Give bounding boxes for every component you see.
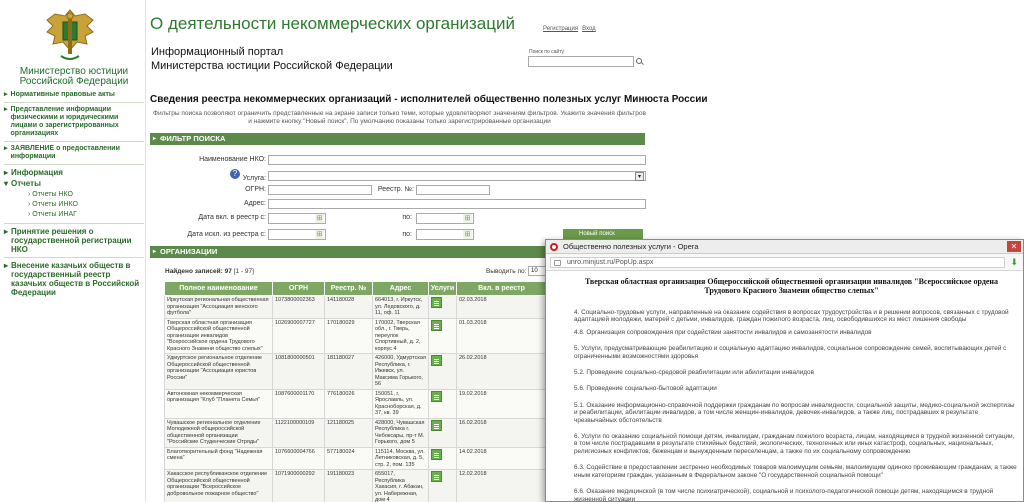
popup-titlebar[interactable] (546, 240, 1023, 254)
ogrn-cell: 1081800000501 (273, 354, 325, 390)
divider (4, 257, 144, 258)
ogrn-input[interactable] (268, 185, 372, 195)
ogrn-cell: 1076600004766 (273, 447, 325, 470)
nko-name-label: Наименование НКО: (199, 156, 266, 163)
page-heading: Сведения реестра некоммерческих организаций - исполнителей общественно полезных услуг Минюста России (150, 94, 708, 105)
services-cell[interactable] (429, 296, 457, 319)
services-cell[interactable] (429, 354, 457, 390)
ogrn-cell: 1122100000109 (273, 418, 325, 447)
ogrn-label: ОГРН: (245, 186, 266, 193)
popup-address-row (546, 254, 1023, 271)
ministry-emblem-icon (43, 6, 97, 66)
services-cell[interactable] (429, 470, 457, 502)
page-size-select[interactable]: 10 (528, 266, 546, 276)
sidebar-item-label: Представление информации физическими и юридическими лицами о зарегистрированных организациях (10, 106, 119, 137)
popup-org-name: Тверская областная организация Общероссийской общественной организации инвалидов "Всероссийское ордена Трудового Красного Знамени общество слепых" (584, 277, 999, 295)
org-name-cell: Автономная некоммерческая организация "Клуб "Планета Семья" (165, 389, 273, 418)
service-item: 6.6. Оказание медицинской (в том числе психиатрической), социальной и психолого-педагогической помощи детям, находящимся в трудной жизненной ситуации (574, 488, 994, 502)
service-item: 4.8. Организация сопровождения при содействии занятости инвалидов и самозанятости инвалидов (574, 328, 872, 336)
address-cell: 170002, Тверская обл., г. Тверь, переулок Спортивный, д. 2, корпус 4 (373, 318, 429, 354)
date-exc-label: Дата искл. из реестра с: (187, 231, 266, 238)
bullet-icon: ▸ (4, 261, 9, 270)
address-cell: 426000, Удмуртская Республика, г. Ижевск, ул. Максима Горького, 56 (373, 354, 429, 390)
sidebar-subitem-reports-inko[interactable]: › Отчеты ИНКО (28, 201, 78, 208)
date-cell: 26.02.2018 (457, 354, 547, 390)
calendar-icon[interactable]: ⊞ (316, 215, 323, 222)
table-row[interactable] (165, 389, 547, 418)
popup-url-field[interactable] (550, 257, 1005, 268)
portal-line-1: Информационный портал (151, 46, 284, 58)
table-row[interactable] (165, 447, 547, 470)
table-row[interactable] (165, 470, 547, 502)
sidebar-item-registration-decision[interactable] (4, 227, 144, 254)
services-cell[interactable] (429, 447, 457, 470)
filter-note: Фильтры поиска позволяют ограничить представленные на экране записи только теми, которые удовлетворяют значениям фильтров. Укажите значения фильтров и нажмите кнопку "Новый поиск". По умолчанию показаны только зарегистрированные организации (153, 110, 646, 125)
reg-no-cell: 181180027 (325, 354, 373, 390)
address-cell: 150051, г. Ярославль, ул. Красноборская, д. 37, кв. 39 (373, 389, 429, 418)
address-cell: 428000, Чувашская Республика г. Чебоксары, пр-т М. Горького, дом 5 (373, 418, 429, 447)
organizations-table (164, 281, 547, 502)
sidebar-subitem-reports-inag[interactable]: › Отчеты ИНАГ (28, 211, 77, 218)
services-cell[interactable] (429, 389, 457, 418)
table-row[interactable] (165, 418, 547, 447)
portal-title (151, 45, 393, 73)
bullet-icon: ▸ (4, 91, 8, 98)
sidebar-item-label: Информация (11, 168, 63, 177)
search-label: Поиск по сайту (529, 49, 565, 55)
bullet-icon: ▸ (4, 227, 9, 236)
opera-icon (550, 243, 558, 251)
search-icon[interactable] (636, 58, 642, 64)
date-cell: 02.03.2018 (457, 296, 547, 319)
column-header[interactable]: Адрес (373, 282, 429, 296)
services-list-icon[interactable] (431, 320, 442, 331)
divider (4, 141, 144, 142)
column-header[interactable]: Реестр. № (325, 282, 373, 296)
table-header-row (165, 282, 547, 296)
org-name-cell: Тверская областная организация Общероссийской общественной организации инвалидов "Всероссийское ордена Трудового Красного Знамени общество слепых" (165, 318, 273, 354)
login-link[interactable]: Вход (582, 26, 596, 32)
filter-section-header[interactable]: ▸ ФИЛЬТР ПОИСКА (150, 133, 645, 145)
column-header[interactable]: Полное наименование (165, 282, 273, 296)
service-item: 6. Услуги по оказанию социальной помощи детям, инвалидам, гражданам пожилого возраста, лицам, находящимся в трудной жизненной ситуации, в том числе пострадавшим в результате стихийных бедствий, экологических, техногенных или иных катастроф, социальных, национальных, религиозных конфликтов, беженцам и вынужденным переселенцам, а также по их социальному сопровождению (574, 433, 1015, 455)
org-name-cell: Иркутская региональная общественная организация "Ассоциация женского футбола" (165, 296, 273, 319)
address-label: Адрес: (244, 200, 266, 207)
address-cell: 115114, Москва, ул. Летниковская, д. 5, стр. 2, пом. 135 (373, 447, 429, 470)
records-count: Найдено записей: 97 (165, 268, 232, 275)
sidebar-item-info-submission[interactable] (4, 106, 144, 138)
bullet-icon: ▸ (4, 106, 8, 113)
date-cell: 01.03.2018 (457, 318, 547, 354)
sidebar-item-reports[interactable] (4, 179, 144, 188)
sidebar-item-label: ЗАЯВЛЕНИЕ о предоставлении информации (10, 145, 120, 160)
date-cell: 19.02.2018 (457, 389, 547, 418)
address-cell: 664013, г. Иркутск, ул. Ледовского, д. 11, оф. 11 (373, 296, 429, 319)
service-list (566, 309, 1017, 502)
sidebar-item-legal-acts[interactable] (4, 91, 144, 99)
ogrn-cell: 1071900000292 (273, 470, 325, 502)
calendar-icon[interactable]: ⊞ (464, 215, 471, 222)
chevron-down-icon[interactable]: ▾ (635, 172, 644, 181)
download-icon[interactable]: ⬇ (1010, 257, 1018, 267)
divider (4, 102, 144, 103)
ogrn-cell: 1073800002363 (273, 296, 325, 319)
popup-title: Общественно полезных услуги - Opera (563, 242, 699, 251)
service-item: 5.2. Проведение социально-средовой реабилитации или абилитации инвалидов (574, 369, 814, 377)
table-row[interactable] (165, 296, 547, 319)
popup-url: unro.minjust.ru/PopUp.aspx (567, 259, 654, 266)
ministry-name: Министерство юстиции Российской Федерации (19, 66, 129, 87)
sidebar-item-application[interactable] (4, 145, 144, 161)
bullet-icon: ▾ (4, 179, 9, 188)
search-input[interactable] (528, 56, 634, 67)
sidebar-item-label: Внесение казачьих обществ в государственный реестр казачьих обществ в Российской Федерации (11, 261, 140, 297)
records-found (165, 268, 254, 275)
date-inc-from[interactable] (268, 213, 326, 224)
sidebar-item-label: Нормативные правовые акты (10, 91, 115, 98)
date-inc-to-label: по: (402, 214, 412, 221)
calendar-icon[interactable]: ⊞ (316, 231, 323, 238)
table-row[interactable] (165, 318, 547, 354)
sidebar-nav (4, 91, 144, 299)
sidebar-item-information[interactable] (4, 168, 144, 177)
services-list-icon[interactable] (431, 420, 442, 431)
date-inc-label: Дата вкл. в реестр с: (198, 214, 266, 221)
orgs-section-header[interactable]: ▸ ОРГАНИЗАЦИИ (150, 246, 645, 258)
nko-name-input[interactable] (268, 155, 646, 165)
records-range: [1 - 97] (233, 268, 254, 275)
sidebar-item-cossack-societies[interactable] (4, 261, 144, 297)
reg-no-input[interactable] (416, 185, 490, 195)
org-name-cell: Благотворительный фонд "Надежная смена" (165, 447, 273, 470)
page-icon (554, 260, 561, 266)
sidebar-item-label: Принятие решения о государственной регистрации НКО (11, 227, 132, 254)
reg-no-label: Реестр. №: (377, 186, 414, 193)
services-list-icon[interactable] (431, 449, 442, 460)
date-exc-from[interactable] (268, 229, 326, 240)
date-cell: 12.02.2018 (457, 470, 547, 502)
bullet-icon: ▸ (4, 168, 9, 177)
date-exc-to[interactable] (416, 229, 474, 240)
column-header[interactable]: ОГРН (273, 282, 325, 296)
date-cell: 16.02.2018 (457, 418, 547, 447)
portal-line-2: Министерства юстиции Российской Федерации (151, 60, 393, 72)
services-cell[interactable] (429, 318, 457, 354)
address-input[interactable] (268, 199, 646, 209)
top-links (543, 26, 600, 32)
divider (4, 223, 144, 224)
reg-no-cell: 776180026 (325, 389, 373, 418)
reg-no-cell: 170180029 (325, 318, 373, 354)
service-item: 5. Услуги, предусматривающие реабилитацию и социальную адаптацию инвалидов, социальное сопровождение семей, воспитывающих детей с ограниченными возможностями здоровья (574, 345, 1007, 360)
register-link[interactable]: Регистрация (543, 26, 579, 32)
service-item: 4. Социально-трудовые услуги, направленные на оказание содействия в вопросах трудоустройства и в решении вопросов, связанных с трудовой адаптацией молодежи, матерей с детьми, инвалидов, граждан пожилого возраста, лиц, освободившихся из мест лишения свободы (574, 309, 1009, 324)
site-title: О деятельности некоммерческих организаций (150, 14, 515, 33)
divider (4, 164, 144, 165)
reg-no-cell: 191180023 (325, 470, 373, 502)
reg-no-cell: 121180025 (325, 418, 373, 447)
bullet-icon: ▸ (4, 145, 8, 152)
date-cell: 14.02.2018 (457, 447, 547, 470)
service-item: 5.6. Проведение социально-бытовой адаптации (574, 385, 717, 393)
sidebar-subitem-reports-nko[interactable]: › Отчеты НКО (28, 191, 73, 198)
services-popup-window (545, 239, 1024, 502)
close-icon[interactable]: ✕ (1007, 241, 1021, 252)
services-list-icon[interactable] (431, 391, 442, 402)
new-search-button[interactable]: Новый поиск (563, 229, 643, 240)
column-header[interactable]: Услуги (429, 282, 457, 296)
help-icon[interactable]: ? (230, 169, 240, 179)
services-list-icon[interactable] (431, 355, 442, 366)
org-name-cell: Удмуртское региональное отделение Общероссийской общественной организации "Ассоциация юристов России" (165, 354, 273, 390)
sidebar-item-label: Отчеты (11, 179, 41, 188)
reg-no-cell: 141180028 (325, 296, 373, 319)
date-exc-to-label: по: (402, 231, 412, 238)
services-list-icon[interactable] (431, 297, 442, 308)
ogrn-cell: 1087600001170 (273, 389, 325, 418)
page-size-label: Выводить по: (486, 268, 527, 275)
reg-no-cell: 577180024 (325, 447, 373, 470)
service-item: 5.1. Оказание информационно-справочной поддержки гражданам по вопросам инвалидности, социальной защиты, медико-социальной экспертизы и реабилитации, абилитации инвалидов, а том числе женщин-инвалидов, девочек-инвалидов, а также лиц, пострадавших в результате чрезвычайных обстоятельств (574, 401, 1015, 424)
table-row[interactable] (165, 354, 547, 390)
ogrn-cell: 1026900007727 (273, 318, 325, 354)
services-list-icon[interactable] (431, 471, 442, 482)
popup-body (546, 277, 1023, 502)
date-inc-to[interactable] (416, 213, 474, 224)
column-header[interactable]: Вкл. в реестр (457, 282, 547, 296)
service-item: 6.3. Содействие в предоставлении экстренно необходимых товаров малоимущим семьям, малоимущим одиноко проживающим гражданам, а также иным категориям граждан, указанным в Федеральном законе "О государственной социальной помощи" (574, 464, 1017, 479)
calendar-icon[interactable]: ⊞ (464, 231, 471, 238)
address-cell: 655017, Республика Хакасия, г. Абакан, ул. Набережная, дом 4 (373, 470, 429, 502)
org-name-cell: Чувашское региональное отделение Молодежной общероссийской общественной организации "Российские Студенческие Отряды" (165, 418, 273, 447)
service-select[interactable] (268, 171, 646, 181)
org-name-cell: Хакасское республиканское отделение Общероссийской общественной организации "Всероссийское добровольное пожарное общество" (165, 470, 273, 502)
services-cell[interactable] (429, 418, 457, 447)
service-label: Услуга: (242, 175, 266, 182)
sidebar (0, 0, 146, 502)
